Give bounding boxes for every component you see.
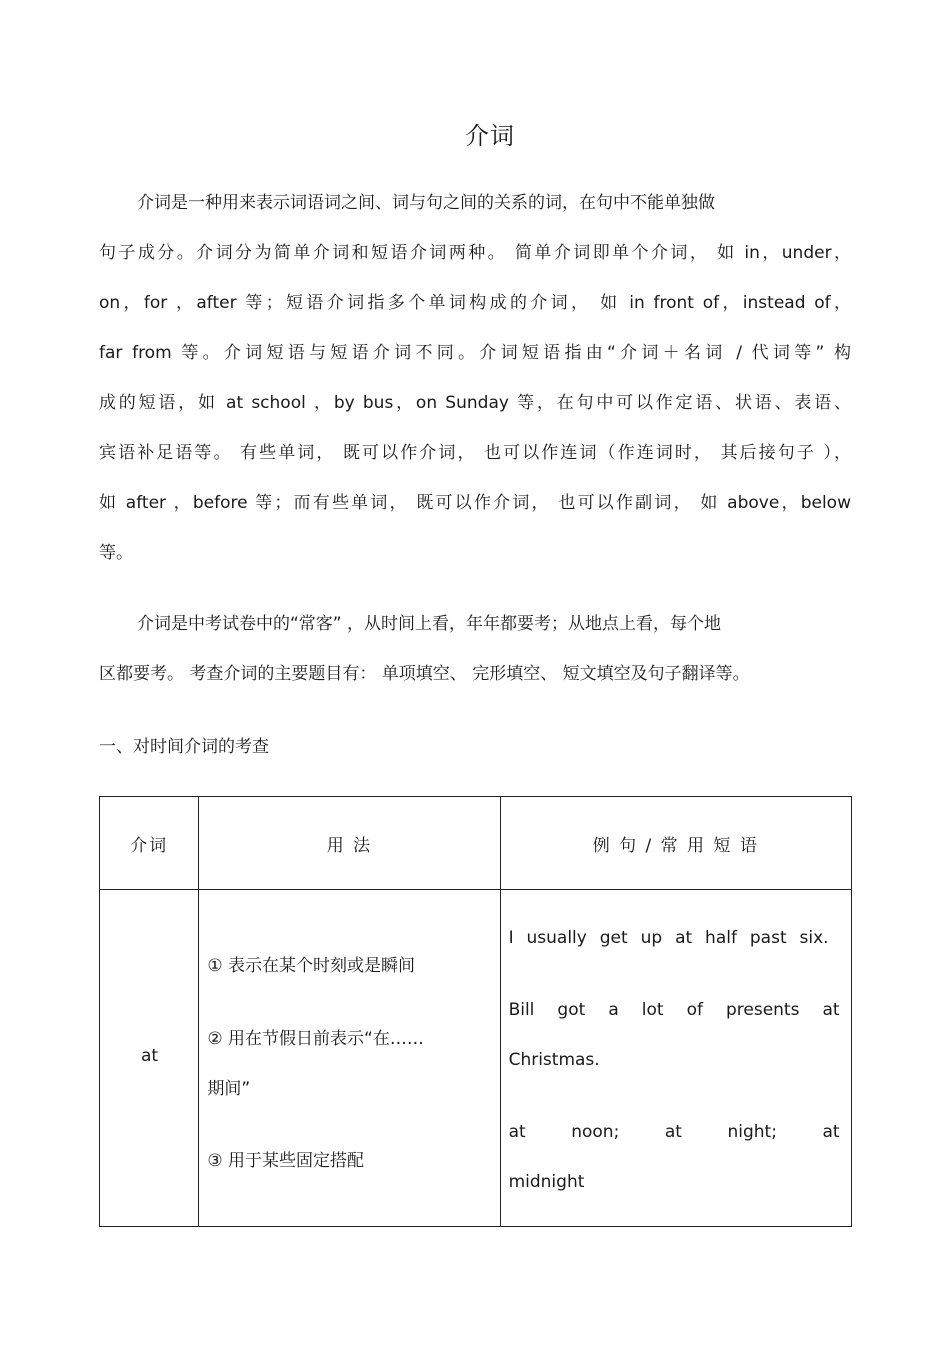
table-header-row xyxy=(100,797,852,890)
exam-line-1: 介词是中考试卷中的“常客” ，从时间上看，年年都要考；从地点上看，每个地 xyxy=(137,614,722,634)
usage-item-1: ① 表示在某个时刻或是瞬间 xyxy=(207,956,416,976)
usage-box xyxy=(199,890,499,1226)
header-examples: 例 句 / 常 用 短 语 xyxy=(500,797,851,890)
phrase-list: at noon; at night; at xyxy=(508,1122,840,1142)
intro-line-2: 句子成分。介词分为简单介词和短语介词两种。 简单介词即单个介词， 如 in，under， xyxy=(99,243,851,263)
header-usage: 用 法 xyxy=(199,797,500,890)
intro-line-4: far from 等。介词短语与短语介词不同。介词短语指由“介词＋名词 / 代词等” 构 xyxy=(99,343,851,363)
header-preposition: 介词 xyxy=(100,797,199,890)
section-heading: 一、对时间介词的考查 xyxy=(99,737,269,757)
usage-item-2-cont: 期间” xyxy=(207,1079,251,1099)
intro-line-5: 成的短语，如 at school ，by bus，on Sunday 等，在句中可以作定语、状语、表语、 xyxy=(99,393,851,413)
table-row xyxy=(100,890,852,1227)
phrase-list-cont: midnight xyxy=(508,1172,585,1192)
intro-line-1: 介词是一种用来表示词语词之间、词与句之间的关系的词，在句中不能单独做 xyxy=(137,193,715,213)
intro-line-6: 宾语补足语等。 有些单词， 既可以作介词， 也可以作连词（作连词时， 其后接句子 ）， xyxy=(99,443,851,463)
example-2-cont: Christmas. xyxy=(508,1050,600,1070)
exam-line-2: 区都要考。 考查介词的主要题目有： 单项填空、 完形填空、 短文填空及句子翻译等。 xyxy=(99,664,750,684)
usage-item-2: ② 用在节假日前表示“在…… xyxy=(207,1029,424,1049)
cell-examples xyxy=(500,890,851,1227)
cell-usage xyxy=(199,890,500,1227)
examples-box xyxy=(501,890,851,1226)
preposition-at: at xyxy=(140,1046,159,1066)
example-1: I usually get up at half past six. xyxy=(508,928,829,948)
example-2: Bill got a lot of presents at xyxy=(508,1000,840,1020)
page-title: 介词 xyxy=(465,122,515,150)
intro-line-8: 等。 xyxy=(99,543,133,563)
cell-preposition xyxy=(100,890,199,1227)
preposition-box xyxy=(100,890,198,1226)
intro-line-7: 如 after ，before 等；而有些单词， 既可以作介词， 也可以作副词， 如 above，below xyxy=(99,493,851,513)
usage-item-3: ③ 用于某些固定搭配 xyxy=(207,1151,365,1171)
preposition-table xyxy=(99,796,852,1227)
intro-line-3: on，for ，after 等；短语介词指多个单词构成的介词， 如 in front of，instead of， xyxy=(99,293,851,313)
